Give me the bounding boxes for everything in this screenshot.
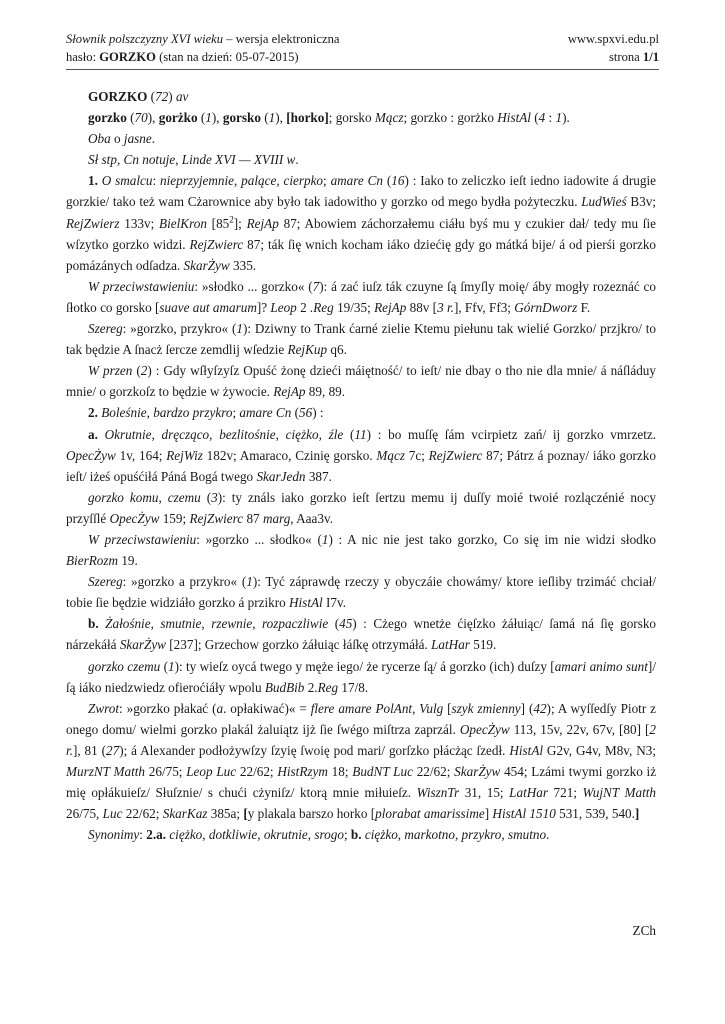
- sense-2a-komu: gorzko komu, czemu (3): ty ználs iako gorzko ieſt ſertzu memu ij duſſy moié twoié rozlączénié nocy przyſſlé OpecŻyw 159; RejZwierc 87 marg, Aaa3v.: [66, 489, 656, 526]
- site-url[interactable]: www.spxvi.edu.pl: [567, 32, 659, 46]
- sense-2: 2. Boleśnie, bardzo przykro; amare Cn (56) :: [88, 405, 324, 421]
- sense-1-contrast: W przeciwstawieniu: »słodko ... gorzko« (7): á zać iuſz ták czuyne ſą ſmyſly moię/ áby mogły rozeznáć co ſłotko co gorsko [suave aut amarum]? Leop 2 .Reg 19/35; RejAp 88v [3 r.], Ffv, Ff3; GórnDworz F.: [66, 278, 656, 315]
- header-divider: [66, 69, 659, 70]
- author-initials: ZCh: [632, 923, 656, 938]
- sense-2b-zwrot: Zwrot: »gorzko płakać (a. opłakiwać)« = flere amare PolAnt, Vulg [szyk zmienny] (42); A wyſſedſy Piotr z onego domu/ wielmi gorzko plakál żaluiątz ijż ſie ſwégo miſtrza zaprzál. OpecŻyw 113, 15v, 22v, 67v, [80] [2 r.], 81 (27); á Alexander podłożywſzy ſzyię ſwoię pod mari/ gorſzko płácżąc ſzedł. HistAl G2v, G4v, M8v, N3; MurzNT Matth 26/75; Leop Luc 22/62; HistRzym 18; BudNT Luc 22/62; SkarŻyw 454; Lzámi twymi gorzko iż mię opłákuieſz/ Słuſznie/ s chući cżyniſz/ ktorą mnie miłuieſz. WisznTr 31, 15; LatHar 721; WujNT Matth 26/75, Luc 22/62; SkarKaz 385a; [y plakala barszo horko [plorabat amarissime] HistAl 1510 531, 539, 540.]: [66, 700, 657, 822]
- entry-headline: GORZKO (72) av: [88, 89, 189, 104]
- entry-forms: gorzko (70), gorżko (1), gorsko (1), [horko]; gorsko Mącz; gorzko : gorżko HistAl (4 : 1).: [88, 110, 570, 126]
- entry-note-oba: Oba o jasne.: [88, 131, 156, 147]
- synonyms: Synonimy: 2.a. ciężko, dotkliwie, okrutnie, srogo; b. ciężko, markotno, przykro, smutno.: [88, 827, 550, 843]
- page-number: 1/1: [642, 50, 659, 64]
- sense-2b-czemu: gorzko czemu (1): ty wieſz oycá twego y męże iego/ że rycerze ſą/ á gorzko (ich) duſzy [amari animo sunt]/ ſą iáko niedzwiedz ofieroćiáły wpolu BudBib 2.Reg 17/8.: [66, 658, 656, 695]
- sense-1-przen: W przen (2) : Gdy wſłyſzyſz Opuść żonę dzieći máiętność/ to ieſt/ nie dbay o tho nie dla mnie/ á náſláduy mnie/ o gorzkoſz to będzie w żywocie. RejAp 89, 89.: [66, 363, 656, 400]
- sense-2b: b. Żałośnie, smutnie, rzewnie, rozpaczliwie (45) : Cżego wnetże ćięſzko żáłuiąc/ ſamá ná ſię gorsko nárzekáłá SkarŻyw [237]; Grzechow gorzko żáłuiąc łáſkę otrzymáłá. LatHar 519.: [66, 616, 657, 653]
- dictionary-subtitle: – wersja elektroniczna: [223, 32, 340, 46]
- page-label: strona: [608, 50, 643, 64]
- page-header-left: [66, 30, 339, 66]
- sense-1: 1. O smalcu: nieprzyjemnie, palące, cierpko; amare Cn (16) : Iako to zeliczko ieſt iedno iadowite á drugie gorzkie/ tako też wam Cżarownice aby było tak iadowitho y gorzko od mego bydła pożyteczku. LudWieś B3v; RejZwierz 133v; BielKron $[85^2]$; RejAp 87; Abowiem záchorzałemu ciáłu byś mu y czukier dał/ tedy mu ſie wſzytko gorzko widzi. RejZwierc 87; ták ſię wnich kocham iáko dziećię gdy go mátká bije/ á od pierśi gorzko pomázánych odſadza. SkarŻyw 335.: [66, 173, 657, 273]
- haslo-label: hasło:: [66, 50, 100, 64]
- entry-body: [66, 86, 656, 845]
- sense-2a-series: Szereg: »gorzko a przykro« (1): Tyć záprawdę rzeczy y obyczáie chowámy/ ktore ieſliby trzimáć chciał/ tobie ſie będzie widziáło gorzko á przikro HistAl I7v.: [66, 574, 657, 611]
- entry-note-sources: Sł stp, Cn notuje, Linde XVI — XVIII w.: [88, 152, 299, 168]
- sense-1-series: Szereg: »gorzko, przykro« (1): Dziwny to Trank ćarné zielie Ktemu piełunu tak wielié Gorzko/ przjkro/ to tak będzie A ſnacż ſercze zemdlij wſedzie RejKup q6.: [66, 321, 657, 358]
- sense-2a: a. Okrutnie, dręcząco, bezlitośnie, ciężko, źle (11) : bo muſſę ſám vcirpietz zań/ ij gorzko vmrzetz. OpecŻyw 1v, 164; RejWiz 182v; Amaraco, Czinię gorsko. Mącz 7c; RejZwierc 87; Pátrz á poznay/ iáko gorzko ieſt/ iżeś opuśćiłá Páná Bogá twego SkarJedn 387.: [66, 426, 657, 484]
- sense-2a-contrast: W przeciwstawieniu: »gorzko ... słodko« (1) : A nic nie jest tako gorzko, Co się im nie widzi słodko BierRozm 19.: [66, 531, 656, 569]
- dictionary-title: Słownik polszczyzny XVI wieku: [66, 32, 224, 46]
- header-headword: GORZKO: [99, 50, 156, 64]
- page-header-right: [568, 30, 659, 66]
- status-date: (stan na dzień: 05-07-2015): [155, 50, 299, 64]
